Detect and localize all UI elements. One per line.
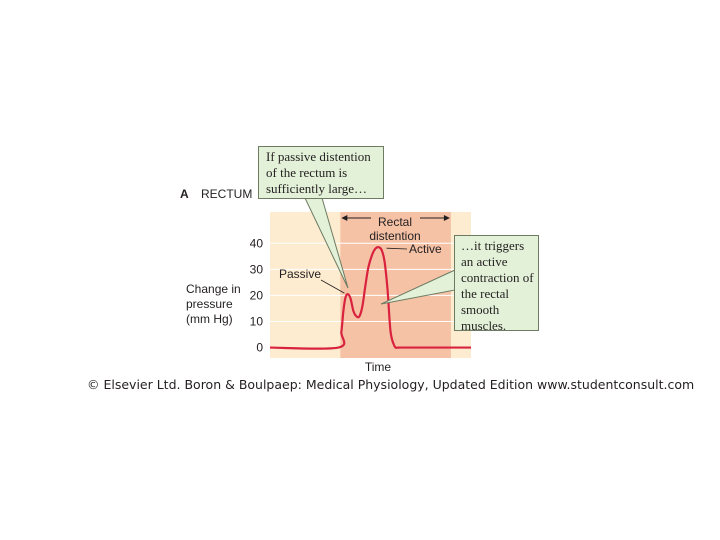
distention-label-line-1: Rectal [377, 215, 413, 229]
callout-line: …it triggers [461, 238, 525, 253]
passive-label: Passive [279, 267, 322, 281]
callout-line: of the rectum is [266, 165, 348, 180]
y-tick-label: 10 [249, 314, 263, 329]
callout-line: If passive distention [266, 149, 371, 164]
callout-line: smooth [461, 302, 500, 317]
y-tick-label: 40 [249, 236, 263, 251]
y-tick-label: 30 [249, 262, 263, 277]
callout-line: contraction of [461, 270, 534, 285]
active-contraction-callout [454, 235, 539, 331]
callout-line: an active [461, 254, 508, 269]
callout-line: the rectal [461, 286, 509, 301]
y-tick-label: 0 [256, 340, 263, 355]
chart-title: RECTUM [201, 187, 253, 201]
ylabel-line-1: Change in [186, 282, 241, 296]
passive-distention-callout [258, 146, 384, 199]
distention-label-line-2: distention [369, 229, 421, 243]
copyright-footer: © Elsevier Ltd. Boron & Boulpaep: Medical Physiology, Updated Edition www.studentconsult.com [87, 377, 695, 392]
x-axis-label: Time [364, 360, 392, 374]
panel-letter: A [180, 187, 189, 201]
ylabel-line-2: pressure [186, 297, 233, 311]
ylabel-line-3: (mm Hg) [186, 312, 233, 326]
y-tick-label: 20 [249, 288, 263, 303]
callout-line: sufficiently large… [266, 181, 367, 196]
callout-line: muscles. [461, 318, 507, 333]
active-label: Active [409, 242, 442, 256]
